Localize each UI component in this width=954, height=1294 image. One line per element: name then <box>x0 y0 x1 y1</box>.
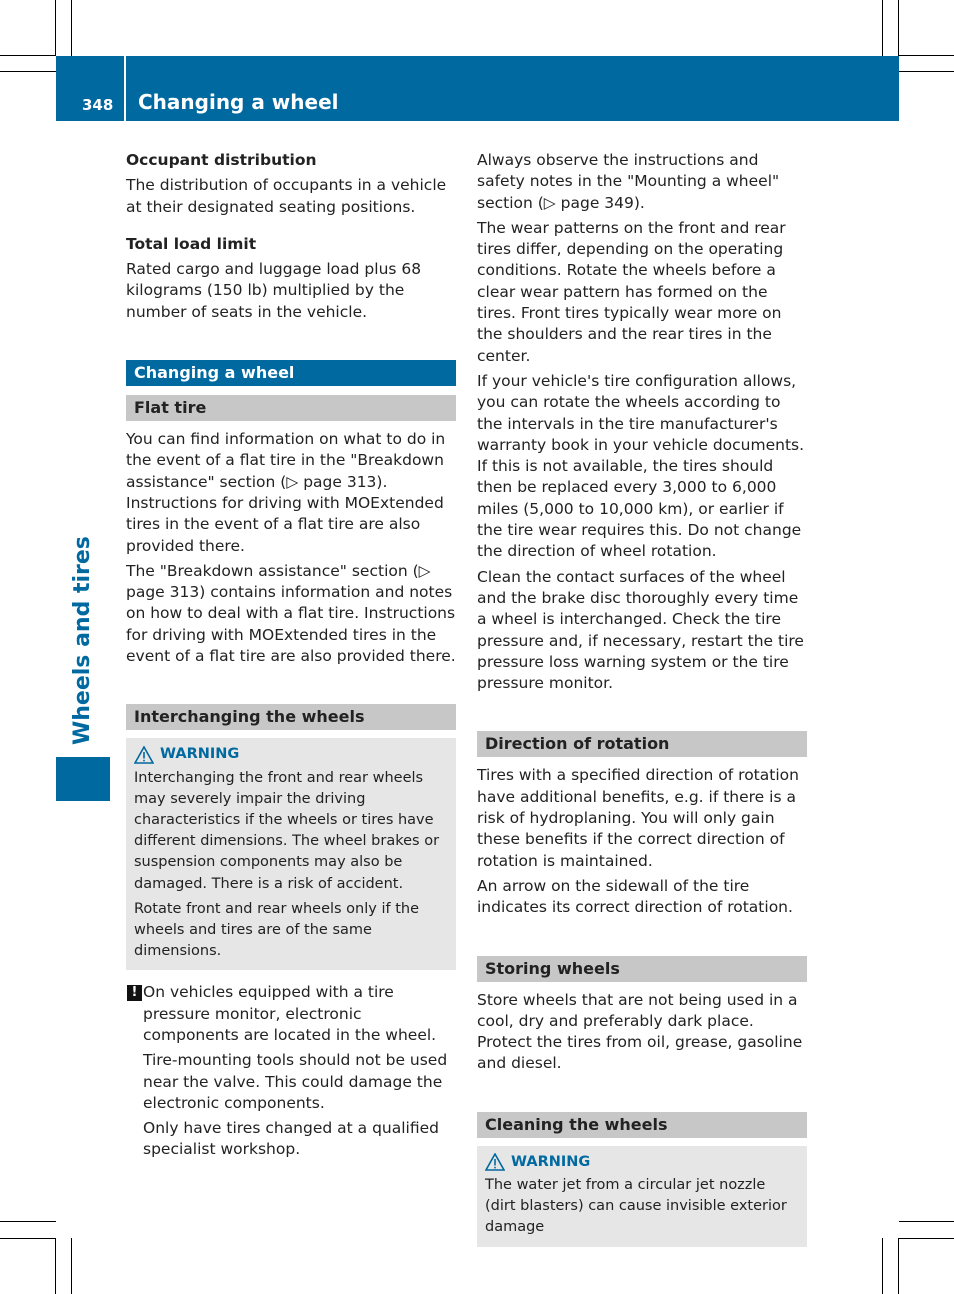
storing-paragraph: Store wheels that are not being used in a cool, dry and preferably dark place. Protect the tires from oil, grease, gasoline and diesel. <box>477 990 803 1073</box>
warning-triangle-icon <box>134 746 154 764</box>
flat-tire-paragraph-2: The "Breakdown assistance" section (▷ page 313) contains information and notes on how to deal with a flat tire. Instructions for driving with MOExtended tires in the event of a flat tire are also provided there. <box>126 561 456 666</box>
exclamation-icon: ! <box>127 985 142 1001</box>
right-column <box>477 150 807 1247</box>
rotation-paragraph-3: If your vehicle's tire configuration allows, you can rotate the wheels according to the intervals in the tire manufacturer's warranty book in your vehicle documents. If this is not available, the tires should then be replaced every 3,000 to 6,000 miles (5,000 to 10,000 km), or earlier if the tire wear requires this. Do not change the direction of wheel rotation. <box>477 371 805 561</box>
note-block <box>126 982 456 1160</box>
crop-mark <box>899 55 954 56</box>
warning-triangle-icon <box>485 1153 505 1171</box>
warning-header <box>485 1152 799 1173</box>
occupant-distribution-heading: Occupant distribution <box>126 151 317 169</box>
subsection-heading-cleaning: Cleaning the wheels <box>477 1112 807 1138</box>
direction-paragraph-2: An arrow on the sidewall of the tire indicates its correct direction of rotation. <box>477 876 793 917</box>
warning-label: WARNING <box>511 1153 591 1170</box>
left-column <box>126 150 456 1165</box>
header-divider <box>124 56 126 121</box>
note-paragraph-1: On vehicles equipped with a tire pressure monitor, electronic components are located in the wheel. <box>143 983 437 1044</box>
rotation-paragraph-2: The wear patterns on the front and rear tires differ, depending on the operating conditions. Rotate the wheels before a clear wear pattern has formed on the tires. Front tires typically wear more on the shoulders and the rear tires in the center. <box>477 218 786 365</box>
note-paragraph-3: Only have tires changed at a qualified specialist workshop. <box>143 1119 439 1159</box>
crop-mark <box>0 55 56 56</box>
warning-header <box>134 744 448 765</box>
subsection-heading-storing: Storing wheels <box>477 956 807 982</box>
crop-mark <box>898 1238 899 1294</box>
subsection-heading-direction: Direction of rotation <box>477 731 807 757</box>
crop-mark <box>898 0 899 56</box>
rotation-paragraph-1: Always observe the instructions and safety notes in the "Mounting a wheel" section (▷ page 349). <box>477 151 780 212</box>
crop-mark <box>0 71 56 72</box>
subsection-heading-flat-tire: Flat tire <box>126 395 456 421</box>
warning-paragraph-1: Interchanging the front and rear wheels may severely impair the driving characteristics if the wheels or tires have different dimensions. The wheel brakes or suspension components may also be damaged. There is a risk of accident. <box>134 769 440 892</box>
crop-mark <box>899 1238 954 1239</box>
crop-mark <box>899 1221 954 1222</box>
warning-box <box>126 738 456 970</box>
total-load-limit-text: Rated cargo and luggage load plus 68 kilograms (150 lb) multiplied by the number of seats in the vehicle. <box>126 260 422 321</box>
page-number: 348 <box>82 96 114 114</box>
crop-mark <box>899 71 954 72</box>
crop-mark <box>0 1221 56 1222</box>
chapter-tab-label: Wheels and tires <box>70 536 95 745</box>
subsection-heading-interchanging: Interchanging the wheels <box>126 704 456 730</box>
crop-mark <box>0 1238 56 1239</box>
chapter-tab-marker <box>56 757 110 801</box>
crop-mark <box>882 1238 883 1294</box>
cleaning-warning-box <box>477 1146 807 1247</box>
direction-paragraph-1: Tires with a specified direction of rotation have additional benefits, e.g. if there is a risk of hydroplaning. You will only gain these benefits if the correct direction of rotation is maintained. <box>477 766 799 870</box>
flat-tire-paragraph-1: You can find information on what to do in the event of a flat tire in the "Breakdown assistance" section (▷ page 313). Instructions for driving with MOExtended tires in the event of a flat tire are also provided there. <box>126 430 446 555</box>
crop-mark <box>71 1238 72 1294</box>
note-paragraph-2: Tire-mounting tools should not be used near the valve. This could damage the electronic components. <box>143 1051 448 1112</box>
warning-paragraph-2: Rotate front and rear wheels only if the wheels and tires are of the same dimensions. <box>134 900 419 960</box>
crop-mark <box>55 0 56 56</box>
occupant-distribution-text: The distribution of occupants in a vehicle at their designated seating positions. <box>126 176 447 216</box>
crop-mark <box>55 1238 56 1294</box>
section-heading-changing-wheel: Changing a wheel <box>126 360 456 386</box>
page-title: Changing a wheel <box>138 90 339 114</box>
cleaning-warning-text: The water jet from a circular jet nozzle (dirt blasters) can cause invisible exterior damage <box>485 1176 787 1236</box>
total-load-limit-heading: Total load limit <box>126 234 257 253</box>
crop-mark <box>71 0 72 56</box>
warning-label: WARNING <box>160 746 240 763</box>
rotation-paragraph-4: Clean the contact surfaces of the wheel and the brake disc thoroughly every time a wheel is interchanged. Check the tire pressure and, if necessary, restart the tire pressure loss warning system or the tire pressure monitor. <box>477 567 804 693</box>
crop-mark <box>882 0 883 56</box>
